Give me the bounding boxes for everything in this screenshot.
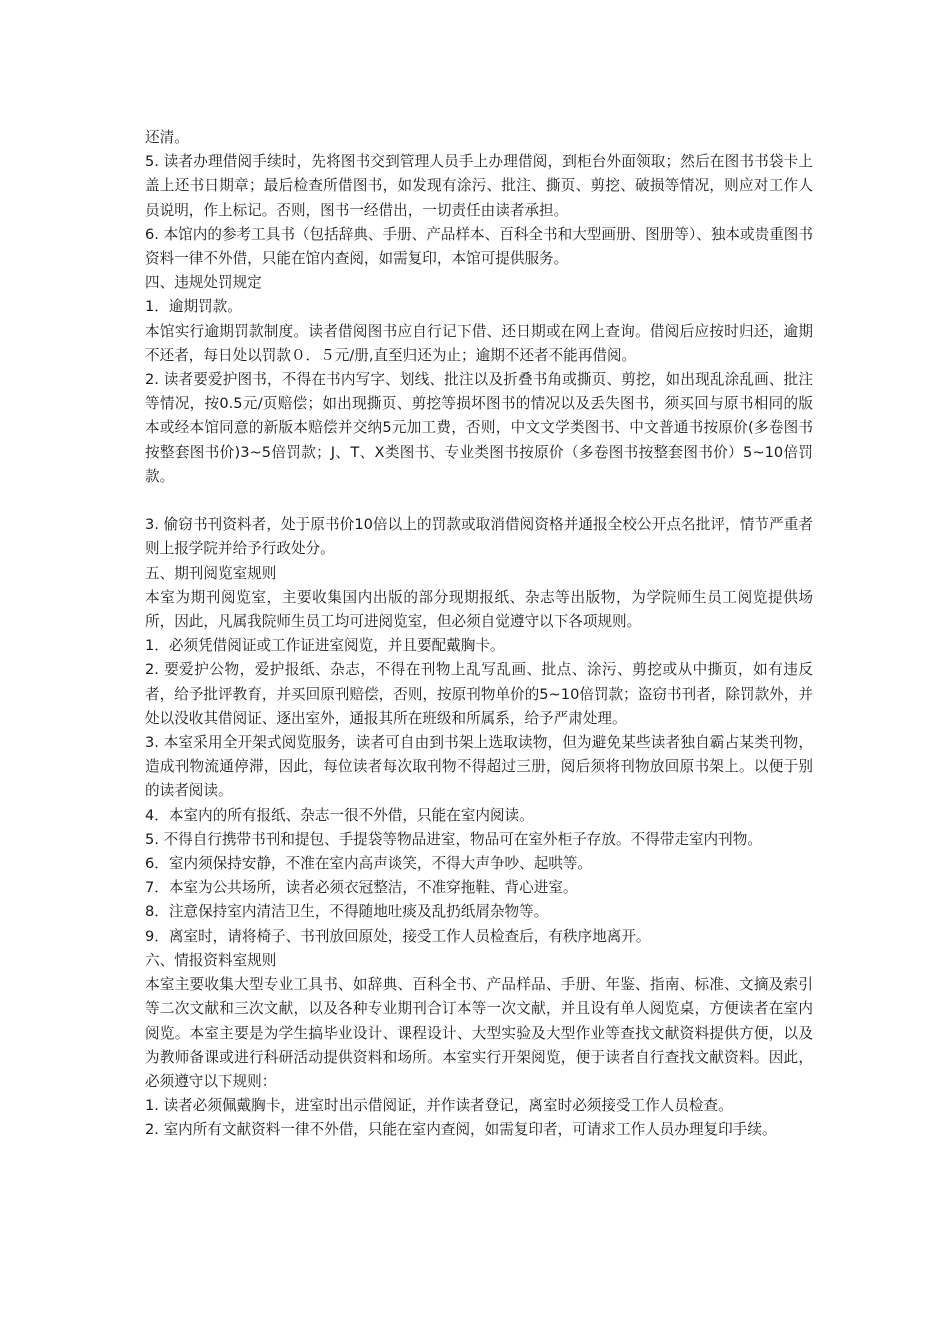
paragraph-periodicals-rule-2: 2. 要爱护公物，爱护报纸、杂志，不得在刊物上乱写乱画、批点、涂污、剪挖或从中撕页，如有违反者，给予批评教育，并买回原刊赔偿，否则，按原刊物单价的5~10倍罚款；盗窃书刊者，除罚款外，并处以没收其借阅证、逐出室外，通报其所在班级和所属系，给予严肃处理。	[145, 661, 813, 727]
paragraph-penalty-3: 3. 偷窃书刊资料者，处于原书价10倍以上的罚款或取消借阅资格并通报全校公开点名批评，情节严重者则上报学院并给予行政处分。	[145, 516, 813, 558]
paragraph-rule-6: 6. 本馆内的参考工具书（包括辞典、手册、产品样本、百科全书和大型画册、图册等）、独本或贵重图书资料一律不外借，只能在馆内查阅，如需复印，本馆可提供服务。	[145, 225, 813, 268]
blank-line	[145, 489, 813, 513]
section-heading-periodicals: 五、期刊阅览室规则	[145, 564, 277, 582]
paragraph-periodicals-rule-7: 7．本室为公共场所，读者必须衣冠整洁，不准穿拖鞋、背心进室。	[145, 879, 578, 897]
paragraph-info-room-intro: 本室主要收集大型专业工具书、如辞典、百科全书、产品样品、手册、年鉴、指南、标准、文摘及索引等二次文献和三次文献，以及各种专业期刊合订本等一次文献，并且设有单人阅览桌，方便读者在室内阅览。本室主要是为学生搞毕业设计、课程设计、大型实验及大型作业等查找文献资料提供方便，以及为教师备课或进行科研活动提供资料和场所。本室实行开架阅览，便于读者自行查找文献资料。因此，必须遵守以下规则：	[145, 976, 813, 1090]
paragraph-penalty-2: 2. 读者要爱护图书，不得在书内写字、划线、批注以及折叠书角或撕页、剪挖，如出现乱涂乱画、批注等情况，按0.5元/页赔偿；如出现撕页、剪挖等损坏图书的情况以及丢失图书，须买回与原书相同的版本或经本馆同意的新版本赔偿并交纳5元加工费，否则，中文文学类图书、中文普通书按原价(多卷图书按整套图书价)3~5倍罚款；J、T、X类图书、专业类图书按原价（多卷图书按整套图书价）5~10倍罚款。	[145, 371, 813, 485]
paragraph-periodicals-intro: 本室为期刊阅览室，主要收集国内出版的部分现期报纸、杂志等出版物，为学院师生员工阅览提供场所，因此，凡属我院师生员工均可进阅览室，但必须自觉遵守以下各项规则。	[145, 588, 813, 631]
paragraph-periodicals-rule-6: 6．室内须保持安静，不准在室内高声谈笑，不得大声争吵、起哄等。	[145, 855, 593, 873]
section-heading-info-room: 六、情报资料室规则	[145, 951, 277, 969]
section-heading-penalties: 四、违规处罚规定	[145, 274, 262, 292]
paragraph-rule-5: 5. 读者办理借阅手续时，先将图书交到管理人员手上办理借阅，到柜台外面领取；然后在图书书袋卡上盖上还书日期章；最后检查所借图书，如发现有涂污、批注、撕页、剪挖、破损等情况，则应对工作人员说明，作上标记。否则，图书一经借出，一切责任由读者承担。	[145, 153, 813, 219]
paragraph-periodicals-rule-3: 3. 本室采用全开架式阅览服务，读者可自由到书架上选取读物，但为避免某些读者独自霸占某类刊物，造成刊物流通停滞，因此，每位读者每次取刊物不得超过三册，阅后须将刊物放回原书架上。以便于别的读者阅读。	[145, 734, 813, 800]
paragraph-info-room-rule-2: 2. 室内所有文献资料一律不外借，只能在室内查阅，如需复印者，可请求工作人员办理复印手续。	[145, 1121, 777, 1139]
paragraph-periodicals-rule-9: 9．离室时，请将椅子、书刊放回原处，接受工作人员检查后，有秩序地离开。	[145, 927, 651, 945]
paragraph-periodicals-rule-5: 5. 不得自行携带书刊和提包、手提袋等物品进室，物品可在室外柜子存放。不得带走室内刊物。	[145, 830, 762, 848]
paragraph-periodicals-rule-4: 4．本室内的所有报纸、杂志一很不外借，只能在室内阅读。	[145, 806, 534, 824]
document-body	[145, 126, 813, 1143]
paragraph-periodicals-rule-1: 1．必须凭借阅证或工作证进室阅览，并且要配戴胸卡。	[145, 637, 505, 655]
paragraph-continuation: 还清。	[145, 129, 189, 146]
paragraph-info-room-rule-1: 1. 读者必须佩戴胸卡，进室时出示借阅证，并作读者登记，离室时必须接受工作人员检查。	[145, 1097, 733, 1115]
paragraph-penalty-1-body: 本馆实行逾期罚款制度。读者借阅图书应自行记下借、还日期或在网上查询。借阅后应按时归还，逾期不还者，每日处以罚款０．５元/册,直至归还为止；逾期不还者不能再借阅。	[145, 322, 813, 364]
paragraph-penalty-1-title: 1．逾期罚款。	[145, 298, 242, 316]
paragraph-periodicals-rule-8: 8．注意保持室内清洁卫生，不得随地吐痰及乱扔纸屑杂物等。	[145, 903, 549, 921]
